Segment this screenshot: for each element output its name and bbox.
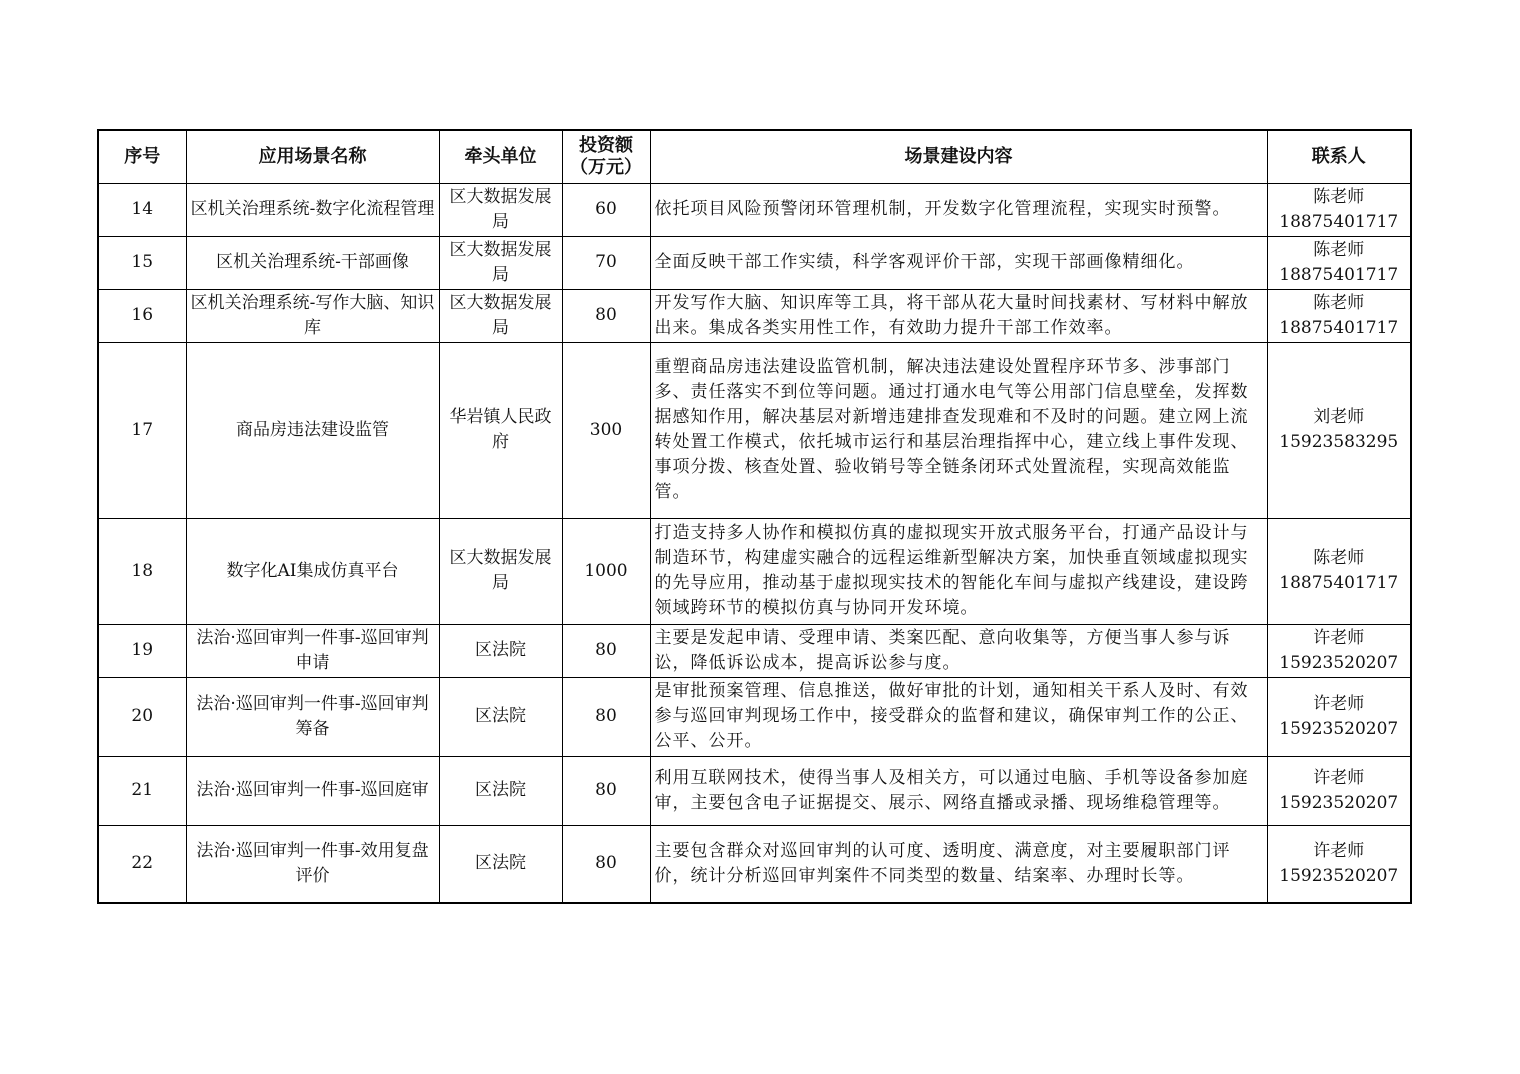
row-lead-unit: 区法院 [439,825,562,903]
contact-name: 刘老师 [1313,407,1365,427]
row-content: 依托项目风险预警闭环管理机制，开发数字化管理流程，实现实时预警。 [650,183,1267,236]
table-row [98,677,1411,756]
row-investment: 300 [562,342,650,518]
row-lead-unit: 区法院 [439,677,562,756]
contact-name: 许老师 [1313,627,1365,648]
contact-name: 陈老师 [1313,239,1365,260]
table-row [98,342,1411,518]
row-scene-name: 数字化AI集成仿真平台 [186,518,439,624]
header-investment-unit: （万元） [570,156,642,178]
header-content: 场景建设内容 [650,130,1267,183]
row-scene-name: 区机关治理系统-数字化流程管理 [186,183,439,236]
row-index: 15 [98,236,186,289]
row-investment: 60 [562,183,650,236]
row-investment: 80 [562,677,650,756]
contact-phone: 15923520207 [1279,865,1399,886]
table-row [98,518,1411,624]
row-index: 17 [98,342,186,518]
row-investment: 1000 [562,518,650,624]
row-content: 全面反映干部工作实绩，科学客观评价干部，实现干部画像精细化。 [650,236,1267,289]
row-contact [1267,756,1411,825]
row-lead-unit: 区法院 [439,756,562,825]
header-contact: 联系人 [1267,130,1411,183]
row-content: 主要是发起申请、受理申请、类案匹配、意向收集等，方便当事人参与诉讼，降低诉讼成本，提高诉讼参与度。 [650,624,1267,677]
table-row [98,289,1411,342]
row-content: 重塑商品房违法建设监管机制，解决违法建设处置程序环节多、涉事部门多、责任落实不到位等问题。通过打通水电气等公用部门信息壁垒，发挥数据感知作用，解决基层对新增违建排查发现难和不及时的问题。建立网上流转处置工作模式，依托城市运行和基层治理指挥中心，建立线上事件发现、事项分拨、核查处置、验收销号等全链条闭环式处置流程，实现高效能监管。 [650,342,1267,518]
row-scene-name: 区机关治理系统-写作大脑、知识库 [186,289,439,342]
row-scene-name: 法治·巡回审判一件事-巡回审判筹备 [186,677,439,756]
table-row [98,236,1411,289]
header-unit: 牵头单位 [439,130,562,183]
row-contact [1267,518,1411,624]
row-scene-name: 法治·巡回审判一件事-效用复盘评价 [186,825,439,903]
contact-name: 陈老师 [1313,292,1365,313]
row-index: 21 [98,756,186,825]
contact-name: 陈老师 [1313,186,1365,207]
contact-name: 陈老师 [1313,548,1365,568]
row-contact [1267,236,1411,289]
header-investment [562,130,650,183]
contact-phone: 15923520207 [1279,718,1399,739]
table-row [98,183,1411,236]
contact-phone: 15923583295 [1279,432,1399,452]
row-index: 19 [98,624,186,677]
row-scene-name: 法治·巡回审判一件事-巡回审判申请 [186,624,439,677]
row-contact [1267,624,1411,677]
row-content: 是审批预案管理、信息推送，做好审批的计划，通知相关干系人及时、有效参与巡回审判现场工作中，接受群众的监督和建议，确保审判工作的公正、公平、公开。 [650,677,1267,756]
row-contact [1267,289,1411,342]
contact-phone: 18875401717 [1279,211,1399,232]
contact-name: 许老师 [1313,840,1365,861]
contact-name: 许老师 [1313,693,1365,714]
row-contact [1267,677,1411,756]
row-contact [1267,183,1411,236]
header-investment-label: 投资额 [579,134,633,156]
row-index: 16 [98,289,186,342]
contact-phone: 18875401717 [1279,573,1399,593]
header-index: 序号 [98,130,186,183]
project-table [97,129,1412,904]
row-index: 22 [98,825,186,903]
row-scene-name: 区机关治理系统-干部画像 [186,236,439,289]
contact-phone: 18875401717 [1279,317,1399,338]
row-content: 开发写作大脑、知识库等工具，将干部从花大量时间找素材、写材料中解放出来。集成各类实用性工作，有效助力提升干部工作效率。 [650,289,1267,342]
table-row [98,624,1411,677]
row-investment: 80 [562,624,650,677]
row-investment: 70 [562,236,650,289]
table-row [98,756,1411,825]
row-index: 14 [98,183,186,236]
row-content: 主要包含群众对巡回审判的认可度、透明度、满意度，对主要履职部门评价，统计分析巡回审判案件不同类型的数量、结案率、办理时长等。 [650,825,1267,903]
row-lead-unit: 华岩镇人民政府 [439,342,562,518]
row-contact [1267,342,1411,518]
row-scene-name: 商品房违法建设监管 [186,342,439,518]
row-content: 利用互联网技术，使得当事人及相关方，可以通过电脑、手机等设备参加庭审，主要包含电子证据提交、展示、网络直播或录播、现场维稳管理等。 [650,756,1267,825]
row-lead-unit: 区法院 [439,624,562,677]
row-index: 20 [98,677,186,756]
row-lead-unit: 区大数据发展局 [439,518,562,624]
row-lead-unit: 区大数据发展局 [439,183,562,236]
row-investment: 80 [562,756,650,825]
table-row [98,825,1411,903]
header-row [98,130,1411,183]
row-investment: 80 [562,289,650,342]
row-lead-unit: 区大数据发展局 [439,289,562,342]
contact-phone: 15923520207 [1279,792,1399,813]
row-lead-unit: 区大数据发展局 [439,236,562,289]
contact-name: 许老师 [1313,767,1365,788]
row-content: 打造支持多人协作和模拟仿真的虚拟现实开放式服务平台，打通产品设计与制造环节，构建虚实融合的远程运维新型解决方案，加快垂直领域虚拟现实的先导应用，推动基于虚拟现实技术的智能化车间与虚拟产线建设，建设跨领域跨环节的模拟仿真与协同开发环境。 [650,518,1267,624]
contact-phone: 15923520207 [1279,652,1399,673]
row-contact [1267,825,1411,903]
row-scene-name: 法治·巡回审判一件事-巡回庭审 [186,756,439,825]
row-index: 18 [98,518,186,624]
header-name: 应用场景名称 [186,130,439,183]
contact-phone: 18875401717 [1279,264,1399,285]
row-investment: 80 [562,825,650,903]
